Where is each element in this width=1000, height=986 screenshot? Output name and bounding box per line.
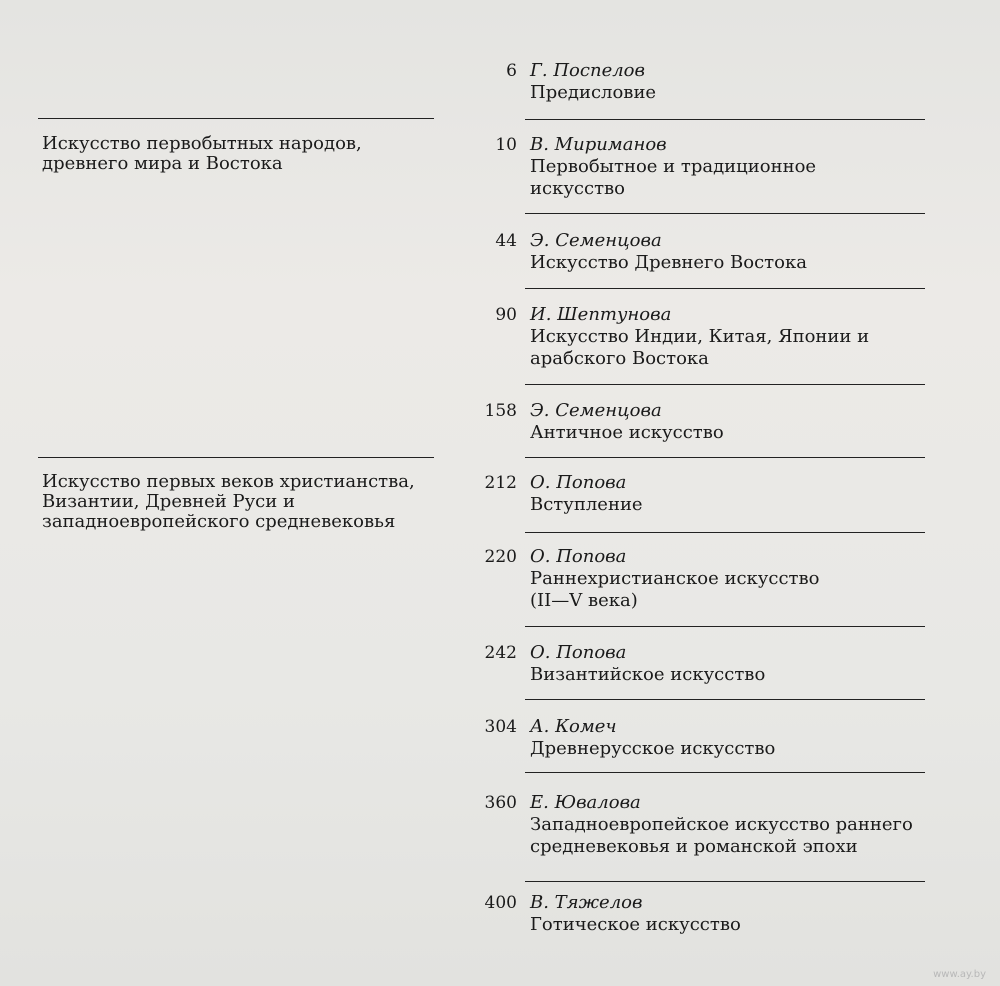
page-number: 90 — [495, 305, 517, 325]
entry-author: Г. Поспелов — [530, 60, 645, 81]
entry-rule — [525, 384, 925, 385]
page-number: 212 — [484, 473, 517, 493]
watermark: www.ay.by — [933, 969, 986, 980]
entry-rule — [525, 626, 925, 627]
page-number: 242 — [484, 643, 517, 663]
entry-title: Западноевропейское искусство раннего средневековья и романской эпохи — [530, 814, 913, 857]
entry-title: Первобытное и традиционное искусство — [530, 156, 817, 199]
entry-author: О. Попова — [530, 546, 627, 567]
entry-author: Е. Ювалова — [530, 792, 641, 813]
entry-rule — [525, 457, 925, 458]
entry-rule — [525, 119, 925, 120]
entry-rule — [525, 699, 925, 700]
entry-title: Древнерусское искусство — [530, 738, 776, 759]
entry-rule — [525, 213, 925, 214]
entry-title: Искусство Индии, Китая, Японии и арабского Востока — [530, 326, 870, 369]
entry-author: А. Комеч — [530, 716, 617, 737]
entry-rule — [525, 288, 925, 289]
section-heading: Искусство первых веков христианства, Византии, Древней Руси и западноевропейского средневековья — [42, 471, 415, 532]
entry-title: Античное искусство — [530, 422, 724, 443]
entry-author: И. Шептунова — [530, 304, 672, 325]
entry-author: Э. Семенцова — [530, 400, 662, 421]
entry-title: Готическое искусство — [530, 914, 741, 935]
entry-author: Э. Семенцова — [530, 230, 662, 251]
page-number: 158 — [484, 401, 517, 421]
page-number: 44 — [495, 231, 517, 251]
entry-title: Раннехристианское искусство (II—V века) — [530, 568, 820, 611]
entry-rule — [525, 881, 925, 882]
page-number: 220 — [484, 547, 517, 567]
section-rule — [38, 457, 434, 458]
entry-title: Вступление — [530, 494, 643, 515]
entry-author: В. Тяжелов — [530, 892, 643, 913]
section-heading: Искусство первобытных народов, древнего мира и Востока — [42, 133, 362, 174]
entry-title: Византийское искусство — [530, 664, 766, 685]
page-number: 10 — [495, 135, 517, 155]
entry-author: В. Мириманов — [530, 134, 667, 155]
entry-rule — [525, 532, 925, 533]
page-number: 304 — [484, 717, 517, 737]
page-number: 400 — [484, 893, 517, 913]
entry-author: О. Попова — [530, 642, 627, 663]
entry-author: О. Попова — [530, 472, 627, 493]
entry-title: Предисловие — [530, 82, 657, 103]
section-rule — [38, 118, 434, 119]
entry-title: Искусство Древнего Востока — [530, 252, 807, 273]
page-number: 6 — [506, 61, 517, 81]
page-number: 360 — [484, 793, 517, 813]
entry-rule — [525, 772, 925, 773]
